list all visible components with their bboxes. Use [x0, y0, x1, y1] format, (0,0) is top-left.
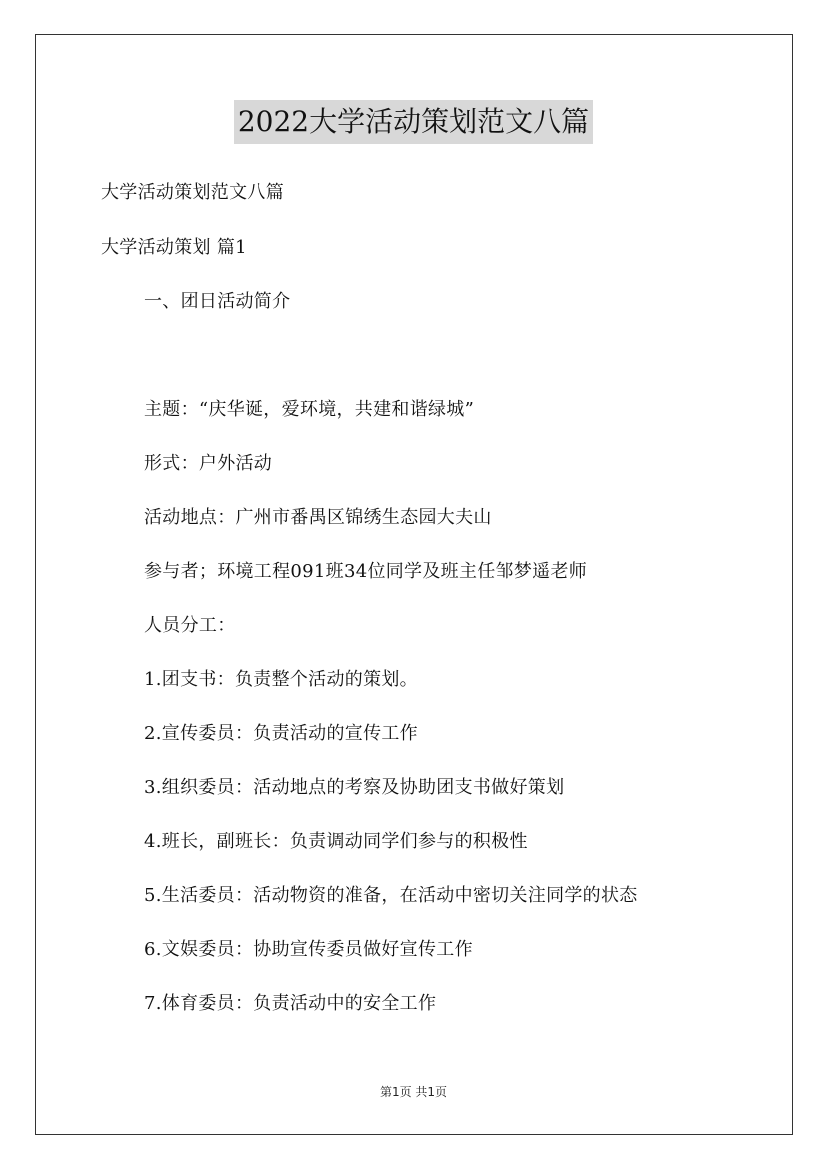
subsection-heading: 一、团日活动简介: [144, 291, 291, 312]
document-title-text: 2022大学活动策划范文八篇: [234, 100, 593, 144]
list-item: 3.组织委员：活动地点的考察及协助团支书做好策划: [144, 777, 565, 798]
list-item: 2.宣传委员：负责活动的宣传工作: [144, 723, 418, 744]
list-item: 6.文娱委员：协助宣传委员做好宣传工作: [144, 939, 473, 960]
page-footer: 第1页 共1页: [379, 1085, 448, 1099]
paragraph-line: 形式：户外活动: [144, 453, 273, 474]
paragraph-line: 参与者；环境工程091班34位同学及班主任邹梦遥老师: [144, 561, 588, 582]
list-item: 7.体育委员：负责活动中的安全工作: [144, 993, 437, 1014]
document-title: [0, 100, 827, 144]
list-item: 1.团支书：负责整个活动的策划。: [144, 669, 418, 690]
list-item: 4.班长，副班长：负责调动同学们参与的积极性: [144, 831, 528, 852]
paragraph-line: 人员分工：: [144, 615, 236, 636]
section-heading: 大学活动策划 篇1: [101, 237, 247, 258]
document-subtitle: 大学活动策划范文八篇: [101, 182, 284, 203]
paragraph-line: 主题：“庆华诞，爱环境，共建和谐绿城”: [144, 399, 475, 420]
list-item: 5.生活委员：活动物资的准备，在活动中密切关注同学的状态: [144, 885, 638, 906]
paragraph-line: 活动地点：广州市番禺区锦绣生态园大夫山: [144, 507, 492, 528]
